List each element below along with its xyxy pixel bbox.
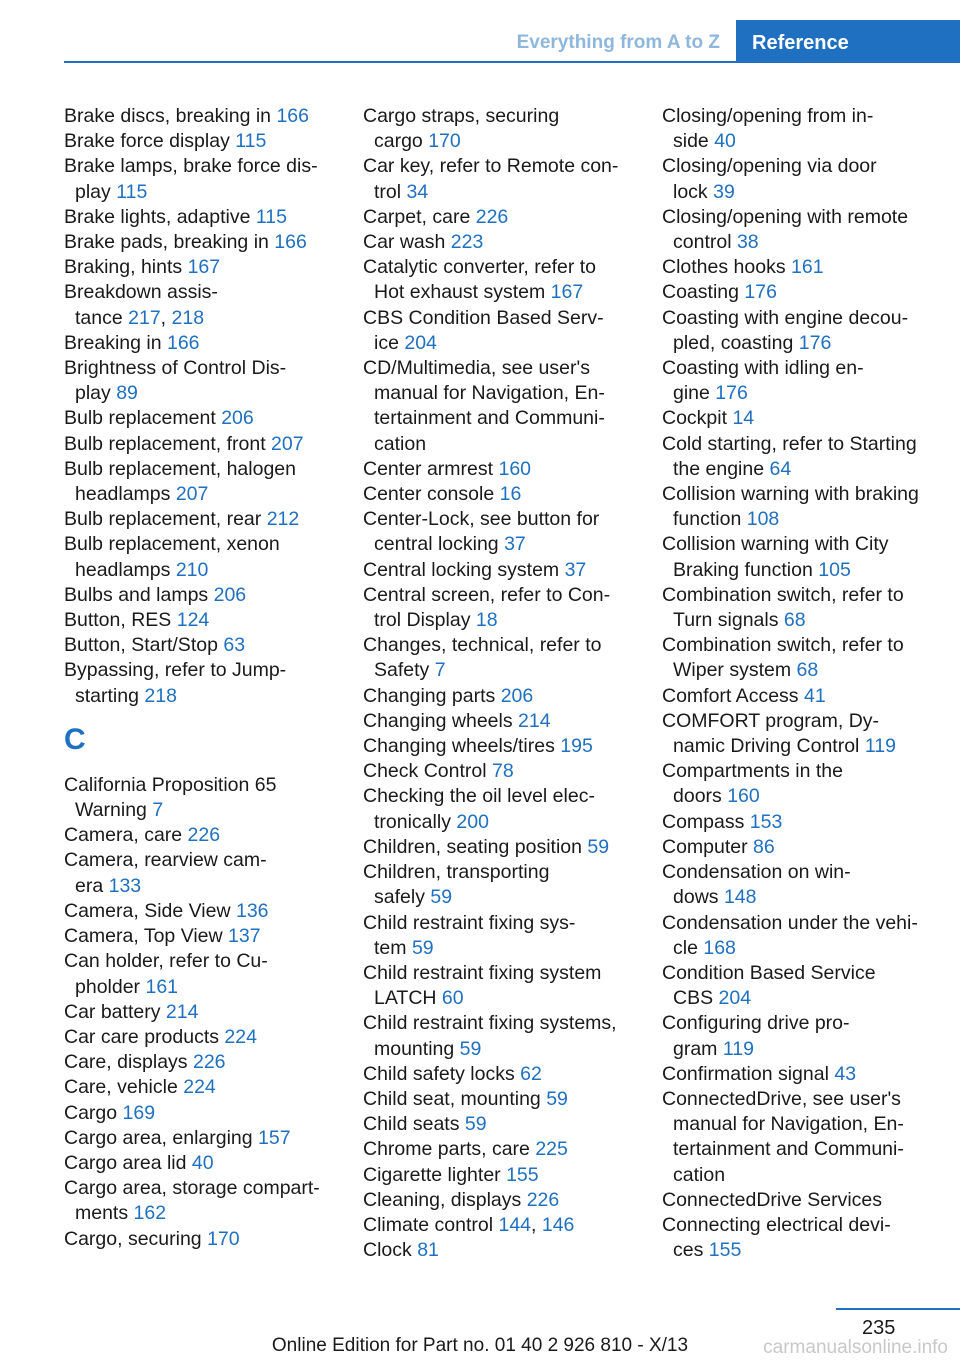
index-entry (64, 129, 334, 154)
page-reference-link[interactable]: 7 (434, 659, 446, 682)
index-entry-title: Care, vehicle (64, 1076, 178, 1099)
index-entry (662, 482, 932, 532)
index-entry-title: Center console (363, 483, 495, 506)
index-entry (64, 154, 334, 204)
index-entry-title: Breakdown assis- tance (64, 281, 218, 329)
page-reference-link[interactable]: 124 (176, 609, 210, 632)
index-entry-title: Child safety locks (363, 1062, 515, 1085)
index-entry (363, 482, 633, 507)
page-reference-link[interactable]: 170 (428, 130, 461, 153)
index-entry-title: Catalytic converter, refer to Hot exhaust system (363, 256, 597, 304)
index-entry-title: Check Control (363, 760, 487, 783)
page-reference-link[interactable]: 86 (753, 835, 775, 858)
index-entry-title: CBS Condition Based Serv- ice (363, 306, 604, 354)
page-reference-link[interactable]: 37 (564, 558, 587, 581)
index-entry-title: Cargo area, storage compart- ments (64, 1177, 320, 1225)
index-entry-title: Children, seating position (363, 835, 582, 858)
index-entry (64, 104, 334, 129)
page-reference-link[interactable]: 68 (783, 609, 806, 632)
index-entry: Breakdown assis- tance 217, 218 (64, 281, 218, 329)
index-entry (64, 608, 334, 633)
page-reference-link[interactable]: 115 (255, 205, 287, 228)
page-reference-link[interactable]: 218 (171, 306, 205, 329)
page-reference-link[interactable]: 34 (406, 180, 429, 203)
page-reference-link[interactable]: 166 (276, 105, 309, 127)
index-entry (363, 1112, 633, 1137)
index-entry-title: Central screen, refer to Con- trol Display (363, 583, 611, 632)
page-reference-link[interactable]: 59 (411, 936, 434, 959)
page-reference-link[interactable]: 136 (235, 899, 269, 922)
index-entry-title: Cargo area lid (64, 1151, 187, 1174)
index-entry (64, 432, 334, 457)
index-entry-title: ConnectedDrive Services (662, 1188, 883, 1211)
index-entry (64, 255, 334, 280)
index-entry-title: Bulbs and lamps (64, 583, 209, 606)
edition-text: Online Edition for Part no. 01 40 2 926 810 - X/13 (271, 1335, 689, 1356)
page-reference-link[interactable]: 18 (475, 609, 498, 632)
page-reference-link[interactable]: 59 (430, 886, 453, 909)
page-reference-link[interactable]: 207 (175, 483, 209, 506)
page-header (0, 0, 960, 64)
index-entry (64, 1050, 334, 1075)
page-reference-link[interactable]: 217 (128, 306, 161, 329)
index-entry (363, 154, 633, 204)
page-reference-link[interactable]: 119 (864, 735, 896, 758)
index-entry-title: California Proposition 65 Warning (64, 773, 277, 822)
index-entry-title: Condition Based Service CBS (662, 961, 876, 1010)
page-reference-link[interactable]: 119 (722, 1037, 754, 1060)
page-reference-link[interactable]: 195 (560, 735, 593, 758)
index-entry (662, 280, 932, 305)
index-entry-title: Cleaning, displays (363, 1188, 522, 1211)
page-reference-link[interactable]: 63 (223, 634, 246, 657)
index-entry-title: Clock (363, 1239, 412, 1262)
index-entry-title: Child seat, mounting (363, 1087, 541, 1110)
index-entry (64, 532, 334, 582)
index-entry (363, 356, 633, 457)
index-entry (64, 823, 334, 848)
page-reference-link[interactable]: 115 (235, 130, 267, 153)
page-reference-link[interactable]: 218 (144, 684, 177, 707)
page-reference-link[interactable]: 133 (108, 874, 142, 897)
index-entry (363, 1188, 633, 1213)
index-entry-title: Closing/opening from in- side (662, 105, 874, 153)
page-reference-link[interactable]: 176 (744, 281, 777, 304)
index-entry (363, 734, 633, 759)
index-entry-title: Bulb replacement, front (64, 432, 266, 455)
index-entry (662, 835, 932, 860)
chapter-tab: Reference (736, 20, 960, 63)
page-reference-link[interactable]: 68 (796, 659, 819, 682)
index-entry (662, 1062, 932, 1087)
page-reference-link[interactable]: 155 (708, 1239, 742, 1262)
index-entry (363, 1011, 633, 1061)
index-entry (363, 961, 633, 1011)
watermark: carmanualsonline.info (763, 1337, 948, 1358)
index-entry-title: Cargo (64, 1101, 118, 1124)
page-reference-link[interactable]: 206 (213, 583, 247, 606)
index-entry (64, 773, 334, 823)
page-reference-link[interactable]: 206 (221, 407, 254, 430)
index-entry-title: Cargo, securing (64, 1227, 202, 1250)
index-entry (363, 558, 633, 583)
index-entry (662, 306, 932, 356)
index-entry (363, 457, 633, 482)
page-reference-link[interactable]: 167 (550, 281, 584, 304)
page-reference-link[interactable]: 59 (587, 835, 610, 858)
index-entry: Climate control 144, 146 (363, 1213, 575, 1236)
page-reference-link[interactable]: 169 (122, 1101, 156, 1124)
index-entry-title: Changes, technical, refer to Safety (363, 634, 602, 682)
index-entry-title: Closing/opening with remote control (662, 205, 909, 254)
index-entry-title: Changing wheels (363, 709, 513, 732)
index-entry-title: Bulb replacement, halogen headlamps (64, 457, 296, 506)
page-reference-link[interactable]: 204 (718, 987, 752, 1010)
index-entry (64, 1101, 334, 1126)
page-reference-link[interactable]: 59 (459, 1037, 482, 1060)
index-entry (64, 1227, 334, 1252)
index-entry-title: Child restraint fixing sys- tem (363, 911, 576, 959)
index-entry-title: Collision warning with City Braking function (662, 533, 889, 581)
index-entry (64, 205, 334, 230)
index-columns (0, 104, 960, 1264)
index-entry-title: Car key, refer to Remote con- trol (363, 155, 619, 203)
index-entry-title: Car care products (64, 1025, 219, 1048)
index-entry (363, 759, 633, 784)
index-entry (363, 583, 633, 633)
page-reference-link[interactable]: 153 (749, 810, 783, 833)
index-entry-title: Car battery (64, 1000, 161, 1023)
index-entry (64, 1151, 334, 1176)
index-entry-title: Bulb replacement (64, 407, 216, 430)
index-entry-title: Child seats (363, 1113, 460, 1136)
index-entry (662, 406, 932, 431)
index-entry (363, 633, 633, 683)
index-entry-title: Condensation on win- dows (662, 861, 851, 909)
index-entry-title: Camera, rearview cam- era (64, 849, 267, 897)
index-entry (64, 457, 334, 507)
index-entry-title: Brake lights, adaptive (64, 205, 251, 228)
index-entry (363, 1137, 633, 1162)
index-entry-title: Cigarette lighter (363, 1163, 501, 1186)
index-entry-title: Combination switch, refer to Turn signals (662, 583, 904, 632)
index-entry (363, 255, 633, 305)
index-entry-title: Camera, care (64, 824, 183, 847)
index-entry-title: Bulb replacement, rear (64, 508, 262, 531)
index-entry-title: Brake discs, breaking in (64, 105, 272, 127)
index-entry (64, 1176, 334, 1226)
page-reference-link[interactable]: 212 (266, 508, 300, 531)
index-entry (64, 1000, 334, 1025)
page-reference-link[interactable]: 157 (258, 1126, 291, 1149)
index-entry (662, 709, 932, 759)
page-reference-link[interactable]: 170 (207, 1227, 240, 1250)
index-entry-title: Brightness of Control Dis- play (64, 357, 287, 405)
page-reference-link[interactable]: 210 (175, 558, 209, 581)
index-entry (363, 709, 633, 734)
page-reference-link[interactable]: 176 (798, 331, 832, 354)
index-entry (64, 924, 334, 949)
page-reference-link[interactable]: 40 (714, 130, 736, 153)
index-entry (662, 810, 932, 835)
index-entry-title: Climate control (363, 1213, 494, 1236)
index-entry (64, 1126, 334, 1151)
index-entry (64, 583, 334, 608)
page-reference-link[interactable]: 226 (526, 1188, 560, 1211)
index-entry-title: Button, Start/Stop (64, 634, 218, 657)
page-reference-link[interactable]: 105 (818, 558, 851, 581)
index-entry (662, 1087, 932, 1188)
index-entry-title: Breaking in (64, 331, 162, 354)
index-entry-title: COMFORT program, Dy- namic Driving Control (662, 709, 880, 758)
page-reference-link[interactable]: 7 (152, 799, 164, 822)
index-entry-title: Can holder, refer to Cu- pholder (64, 950, 268, 998)
page-reference-link[interactable]: 78 (491, 760, 514, 783)
index-entry-title: Care, displays (64, 1051, 188, 1074)
index-entry-title: Changing wheels/tires (363, 735, 555, 758)
index-entry (662, 961, 932, 1011)
index-entry (662, 583, 932, 633)
index-entry-title: Center armrest (363, 457, 494, 480)
page-reference-link[interactable]: 59 (464, 1113, 487, 1136)
index-entry (363, 507, 633, 557)
index-column-2 (363, 104, 633, 1263)
index-entry-title: Child restraint fixing system LATCH (363, 961, 602, 1010)
page-reference-link[interactable]: 160 (498, 457, 532, 480)
page-reference-link[interactable]: 206 (500, 684, 534, 707)
index-entry (662, 759, 932, 809)
index-entry (662, 154, 932, 204)
index-entry (64, 1025, 334, 1050)
index-entry (662, 104, 932, 154)
index-entry (64, 230, 334, 255)
index-entry (363, 306, 633, 356)
index-entry-title: Central locking system (363, 558, 560, 581)
index-entry-title: Bulb replacement, xenon headlamps (64, 533, 280, 581)
page-reference-link[interactable]: 59 (546, 1087, 568, 1110)
index-entry-title: Children, transporting safely (363, 861, 550, 909)
page-reference-link[interactable]: 166 (166, 331, 200, 354)
page-number: 235 (862, 1317, 896, 1339)
page-reference-link[interactable]: 214 (518, 709, 551, 732)
page-reference-link[interactable]: 144 (498, 1213, 532, 1236)
page-reference-link[interactable]: 148 (723, 886, 757, 909)
index-entry-title: Clothes hooks (662, 256, 786, 279)
page-reference-link[interactable]: 155 (506, 1163, 539, 1186)
index-entry (363, 205, 633, 230)
index-entry (64, 848, 334, 898)
index-entry (64, 899, 334, 924)
index-entry (64, 949, 334, 999)
index-entry (662, 1011, 932, 1061)
page-reference-link[interactable]: 160 (727, 785, 760, 808)
index-entry (662, 1188, 932, 1213)
header-divider (64, 61, 960, 63)
page-reference-link[interactable]: 137 (228, 925, 261, 948)
section-title: Everything from A to Z (516, 32, 720, 53)
index-entry-title: Coasting (662, 281, 739, 304)
index-entry-title: Comfort Access (662, 684, 799, 707)
index-entry-title: Car wash (363, 231, 446, 254)
index-entry (662, 860, 932, 910)
index-entry (363, 1087, 633, 1112)
index-entry-title: Camera, Side View (64, 899, 231, 922)
page-reference-link[interactable]: 161 (145, 975, 179, 998)
page-reference-link[interactable]: 64 (769, 457, 792, 480)
index-entry-title: Connecting electrical devi- ces (662, 1213, 891, 1262)
index-entry (662, 432, 932, 482)
page-reference-link[interactable]: 226 (187, 824, 221, 847)
footer-divider (836, 1308, 960, 1310)
index-entry-title: Cargo straps, securing cargo (363, 105, 560, 153)
index-entry-title: CD/Multimedia, see user's manual for Navigation, En- tertainment and Communi- cation (363, 357, 605, 455)
page-reference-link[interactable]: 41 (803, 684, 826, 707)
index-entry-title: Collision warning with braking function (662, 483, 919, 531)
index-entry (64, 331, 334, 356)
page-reference-link[interactable]: 16 (499, 483, 522, 506)
index-entry-title: Confirmation signal (662, 1062, 829, 1085)
index-entry-title: Bypassing, refer to Jump- starting (64, 659, 287, 707)
index-entry (662, 205, 932, 255)
index-entry-title: Closing/opening via door lock (662, 155, 877, 203)
page-reference-link[interactable]: 225 (535, 1138, 568, 1161)
page-reference-link[interactable]: 224 (224, 1025, 257, 1048)
index-entry-title: Coasting with idling en- gine (662, 357, 864, 405)
index-entry (363, 784, 633, 834)
page-reference-link[interactable]: 224 (183, 1076, 216, 1099)
page-reference-link[interactable]: 176 (715, 382, 748, 405)
page-reference-link[interactable]: 204 (404, 331, 437, 354)
index-column-3 (662, 104, 932, 1263)
index-entry-title: Cargo area, enlarging (64, 1126, 253, 1149)
index-letter-heading: C (64, 722, 86, 756)
index-entry (363, 1238, 633, 1263)
page-reference-link[interactable]: 168 (703, 936, 736, 959)
index-entry (662, 1213, 932, 1263)
index-entry (363, 860, 633, 910)
index-entry-title: Brake lamps, brake force dis- play (64, 155, 318, 203)
index-entry-title: Computer (662, 835, 748, 858)
index-entry-title: Button, RES (64, 609, 172, 632)
index-entry-title: Center-Lock, see button for central locking (363, 508, 600, 556)
index-entry (64, 356, 334, 406)
index-entry-title: Coasting with engine decou- pled, coasting (662, 306, 909, 354)
index-entry (363, 230, 633, 255)
index-entry-title: Compass (662, 810, 745, 833)
index-column-1 (64, 104, 334, 1252)
index-entry-title: ConnectedDrive, see user's manual for Navigation, En- tertainment and Communi- cation (662, 1087, 904, 1186)
page-reference-link[interactable]: 161 (791, 256, 824, 279)
index-entry (363, 1062, 633, 1087)
page-reference-link[interactable]: 146 (541, 1213, 575, 1236)
index-entry-title: Configuring drive pro- gram (662, 1012, 850, 1060)
index-entry (64, 507, 334, 532)
index-entry (64, 406, 334, 431)
page-reference-link[interactable]: 14 (732, 407, 755, 430)
index-entry (662, 684, 932, 709)
index-entry-title: Changing parts (363, 684, 496, 707)
index-entry (363, 104, 633, 154)
index-entry-title: Camera, Top View (64, 925, 223, 948)
index-entry-title: Cold starting, refer to Starting the engine (662, 432, 917, 480)
page-reference-link[interactable]: 43 (834, 1062, 857, 1085)
page-reference-link[interactable]: 167 (187, 256, 221, 279)
index-entry (662, 532, 932, 582)
page-reference-link[interactable]: 62 (520, 1062, 542, 1085)
index-entry-title: Combination switch, refer to Wiper system (662, 634, 904, 682)
page-reference-link[interactable]: 81 (417, 1239, 439, 1262)
index-entry-title: Child restraint fixing systems, mounting (363, 1012, 617, 1060)
index-entry (363, 835, 633, 860)
index-entry (363, 911, 633, 961)
index-entry (64, 633, 334, 658)
page-reference-link[interactable]: 39 (713, 180, 735, 203)
index-entry-title: Chrome parts, care (363, 1138, 530, 1161)
page-reference-link[interactable]: 223 (450, 231, 484, 254)
index-entry-title: Brake pads, breaking in (64, 231, 269, 254)
index-entry (64, 658, 334, 708)
page-reference-link[interactable]: 226 (192, 1051, 226, 1074)
index-entry-title: Checking the oil level elec- tronically (363, 785, 595, 833)
page-reference-link[interactable]: 60 (441, 987, 464, 1010)
page-reference-link[interactable]: 37 (504, 533, 526, 556)
page-reference-link[interactable]: 89 (116, 382, 138, 405)
index-entry (662, 255, 932, 280)
index-entry (64, 1075, 334, 1100)
page-reference-link[interactable]: 166 (274, 231, 307, 254)
page-reference-link[interactable]: 108 (746, 508, 780, 531)
index-entry-title: Carpet, care (363, 205, 471, 228)
index-entry-title: Compartments in the doors (662, 760, 843, 808)
page-reference-link[interactable]: 200 (456, 810, 489, 833)
page-reference-link[interactable]: 38 (736, 231, 759, 254)
index-entry-title: Brake force display (64, 130, 230, 153)
index-entry (363, 684, 633, 709)
page-reference-link[interactable]: 214 (165, 1000, 199, 1023)
index-entry-title: Cockpit (662, 407, 728, 430)
page-reference-link[interactable]: 226 (475, 205, 509, 228)
page-reference-link[interactable]: 115 (116, 180, 148, 203)
index-entry (363, 1163, 633, 1188)
index-entry (662, 911, 932, 961)
page-reference-link[interactable]: 207 (271, 432, 304, 455)
index-entry-title: Braking, hints (64, 256, 183, 279)
index-entry (662, 633, 932, 683)
page-reference-link[interactable]: 40 (191, 1151, 214, 1174)
index-entry (662, 356, 932, 406)
index-entry-title: Condensation under the vehi- cle (662, 911, 918, 959)
page-reference-link[interactable]: 162 (133, 1202, 167, 1225)
